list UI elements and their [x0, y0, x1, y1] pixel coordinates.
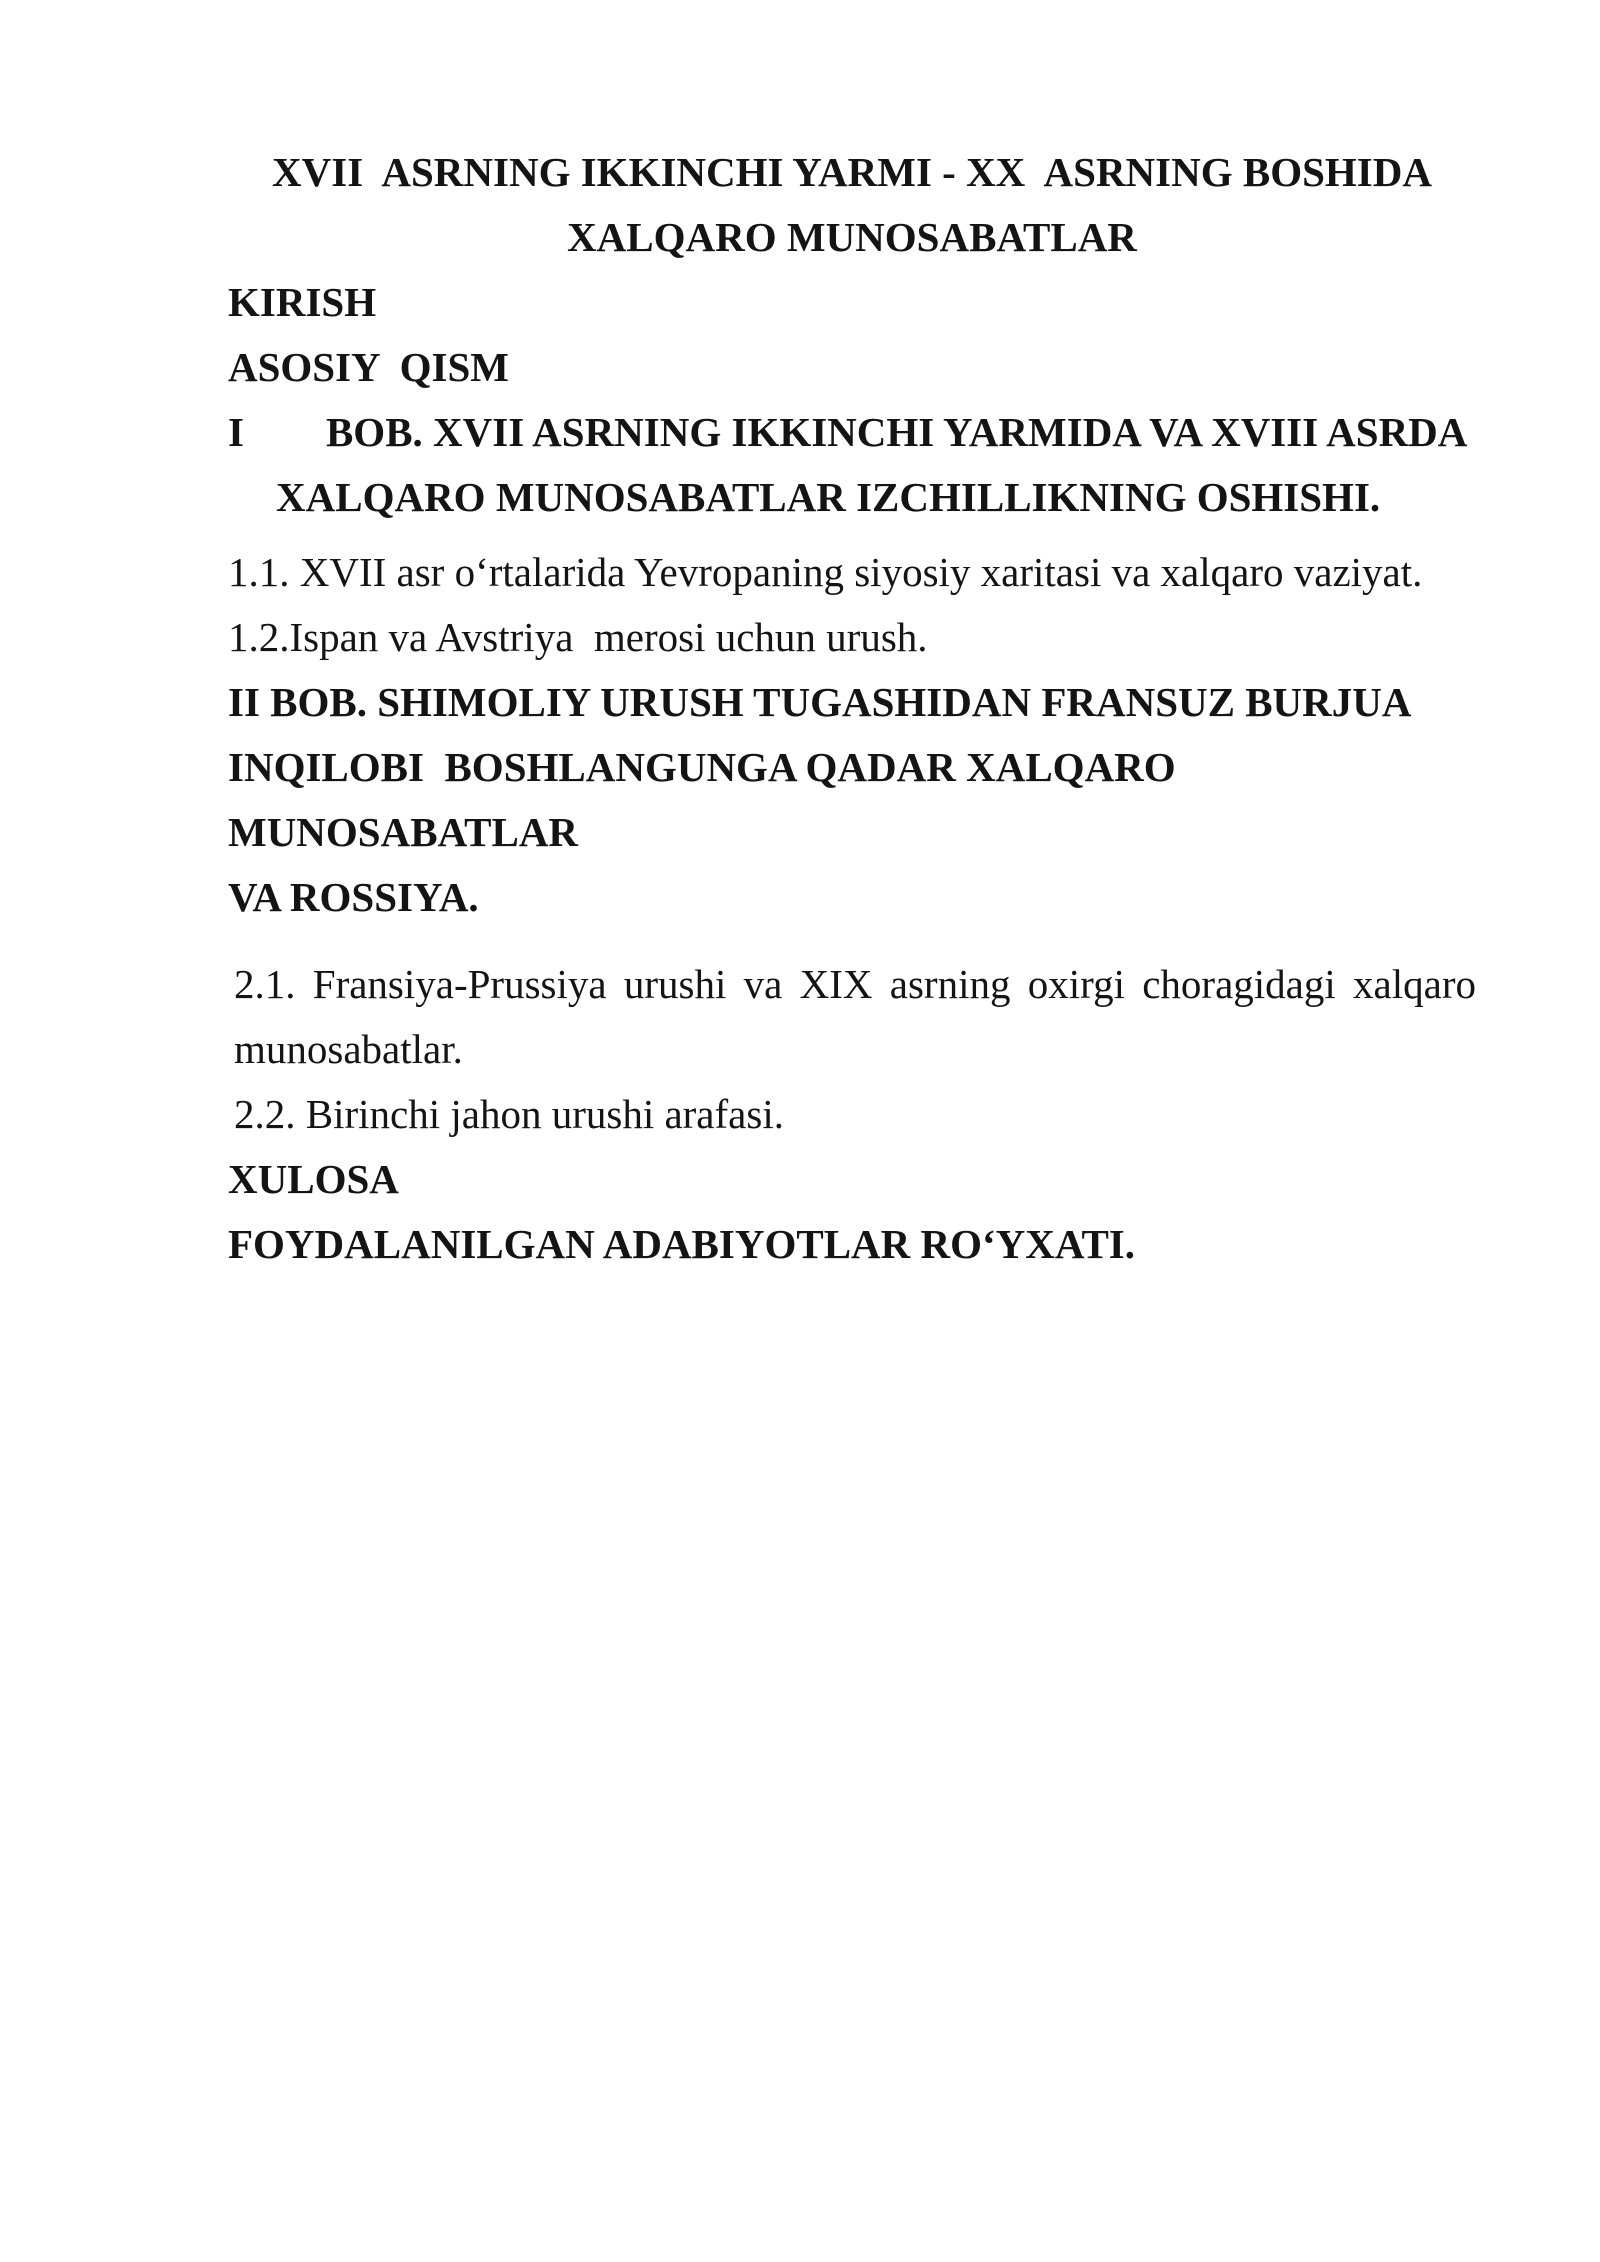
toc-item-adabiyotlar: FOYDALANILGAN ADABIYOTLAR ROʻYXATI.: [228, 1221, 1136, 1267]
chapter1-heading-line-2: XALQARO MUNOSABATLAR IZCHILLIKNING OSHISHI.: [276, 474, 1381, 520]
toc-item-xulosa: XULOSA: [228, 1156, 399, 1202]
toc-item-section-2-1-line-1: 2.1. Fransiya-Prussiya urushi va XIX asrning oxirgi choragidagi xalqaro: [234, 961, 1476, 1007]
toc-item-asosiy-qism: ASOSIY QISM: [228, 344, 509, 390]
chapter1-heading-line-1: I BOB. XVII ASRNING IKKINCHI YARMIDA VA XVIII ASRDA: [228, 409, 1468, 455]
chapter2-heading-line-3: VA ROSSIYA.: [228, 874, 479, 920]
chapter2-heading-line-1: II BOB. SHIMOLIY URUSH TUGASHIDAN FRANSUZ BURJUA: [228, 679, 1412, 725]
title-line-2: XALQARO MUNOSABATLAR: [567, 214, 1137, 260]
toc-item-kirish: KIRISH: [228, 279, 377, 325]
toc-item-section-2-2: 2.2. Birinchi jahon urushi arafasi.: [234, 1091, 784, 1137]
toc-item-section-1-1: 1.1. XVII asr oʻrtalarida Yevropaning siyosiy xaritasi va xalqaro vaziyat.: [228, 549, 1423, 595]
toc-item-section-2-1-line-2: munosabatlar.: [234, 1026, 463, 1072]
chapter2-heading-line-2: INQILOBI BOSHLANGUNGA QADAR XALQARO MUNOSABATLAR: [228, 744, 1186, 855]
toc-item-section-1-2: 1.2.Ispan va Avstriya merosi uchun urush.: [228, 614, 928, 660]
title-line-1: XVII ASRNING IKKINCHI YARMI - XX ASRNING BOSHIDA: [272, 149, 1432, 195]
